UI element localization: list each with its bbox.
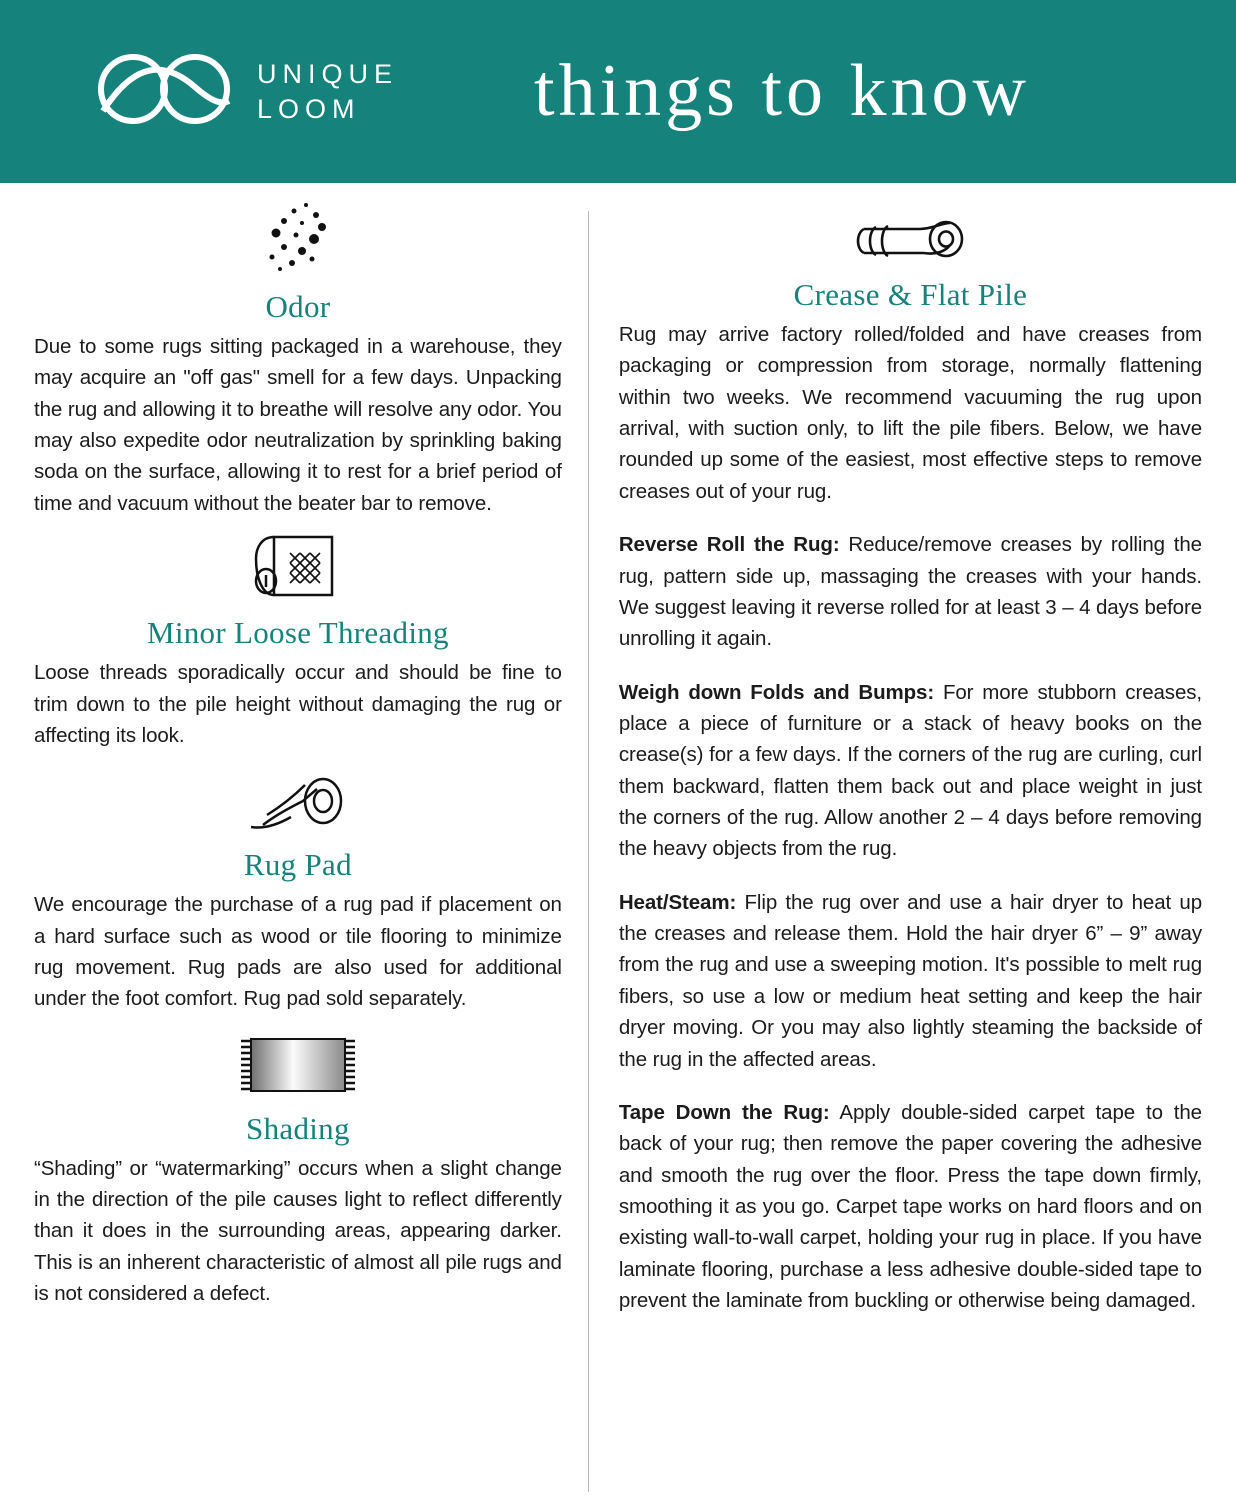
column-divider xyxy=(588,211,589,1492)
shaded-rug-icon xyxy=(34,1019,562,1105)
rolled-carpet-icon xyxy=(619,197,1202,271)
tip-body-reverse-roll: Reduce/remove creases by rolling the rug, pattern side up, massaging the creases with your hands. We suggest leaving it reverse rolled for at least 3 – 4 days before unrolling it again. xyxy=(618,533,1203,651)
tip-body-tape-down: Apply double-sided carpet tape to the back of your rug; then remove the paper covering the adhesive and smooth the rug over the floor. Press the tape down firmly, smoothing it as you go. Carpet tape works on hard floors and on existing wall-to-wall carpet, holding your rug in place. If you have laminate flooring, purchase a less adhesive double-sided tape to prevent the laminate from buckling or otherwise being damaged. xyxy=(618,1100,1202,1313)
section-title-threading: Minor Loose Threading xyxy=(146,615,449,651)
section-body-threading: Loose threads sporadically occur and should be fine to trim down to the pile height without damaging the rug or affecting its look. xyxy=(34,661,562,747)
infinity-loop-logo-icon xyxy=(95,53,235,130)
section-body-rug-pad: We encourage the purchase of a rug pad if placement on a hard surface such as wood or tile flooring to minimize rug movement. Rug pads are also used for additional under the foot comfort. Rug pad sold separately. xyxy=(34,893,562,1011)
tip-lead-weigh-down: Weigh down Folds and Bumps: xyxy=(618,680,935,704)
tip-lead-heat-steam: Heat/Steam: xyxy=(618,890,737,914)
section-body-shading: “Shading” or “watermarking” occurs when a slight change in the direction of the pile causes light to reflect differently than it does in the surrounding areas, appearing darker. This is an inherent characteristic of almost all pile rugs and is not considered a defect. xyxy=(34,1156,562,1306)
tip-heat-steam xyxy=(619,887,1202,1075)
brand-line-2: LOOM xyxy=(257,93,361,124)
left-column xyxy=(34,197,588,1500)
document-body xyxy=(0,183,1236,1500)
tip-lead-reverse-roll: Reverse Roll the Rug: xyxy=(618,533,840,557)
odor-dots-icon xyxy=(34,197,562,283)
tip-weigh-down xyxy=(619,677,1202,865)
page-title: things to know xyxy=(534,50,1030,132)
tip-body-weigh-down: For more stubborn creases, place a piece of furniture or a stack of heavy books on the crease(s) for a few days. If the corners of the rug are curling, curl them backward, flatten them back out and place weight in just the corners of the rug. Allow another 2 – 4 days before removing the heavy objects from the rug. xyxy=(618,680,1202,861)
section-title-odor: Odor xyxy=(265,289,331,324)
tip-tape-down xyxy=(619,1097,1202,1317)
page-header xyxy=(0,0,1236,183)
section-body-odor: Due to some rugs sitting packaged in a warehouse, they may acquire an "off gas" smell for a few days. Unpacking the rug and allowing it to breathe will resolve any odor. You may also expedite odor neutralization by sprinkling baking soda on the surface, allowing it to rest for a brief period of time and vacuum without the beater bar to remove. xyxy=(34,335,562,515)
section-title-shading: Shading xyxy=(246,1110,350,1146)
tip-body-heat-steam: Flip the rug over and use a hair dryer to heat up the creases and release them. Hold the hair dryer 6” – 9” away from the rug and use a sweeping motion. It's possible to melt rug fibers, so use a low or medium heat setting and keep the hair dryer moving. Or you may also lightly steaming the backside of the rug in the affected areas. xyxy=(618,890,1202,1071)
right-column xyxy=(611,197,1202,1500)
rug-pad-roll-icon xyxy=(34,755,562,841)
rolled-rug-icon xyxy=(34,523,562,609)
brand-line-1: UNIQUE xyxy=(257,58,399,89)
brand-logo xyxy=(95,53,398,130)
tip-reverse-roll xyxy=(619,529,1202,654)
section-body-crease-intro: Rug may arrive factory rolled/folded and have creases from packaging or compression from storage, normally flattening within two weeks. We recommend vacuuming the rug upon arrival, with suction only, to lift the pile fibers. Below, we have rounded up some of the easiest, most effective steps to remove creases out of your rug. xyxy=(618,323,1202,503)
section-title-rug-pad: Rug Pad xyxy=(243,847,352,883)
tip-lead-tape-down: Tape Down the Rug: xyxy=(618,1100,830,1124)
section-title-crease: Crease & Flat Pile xyxy=(793,277,1028,312)
